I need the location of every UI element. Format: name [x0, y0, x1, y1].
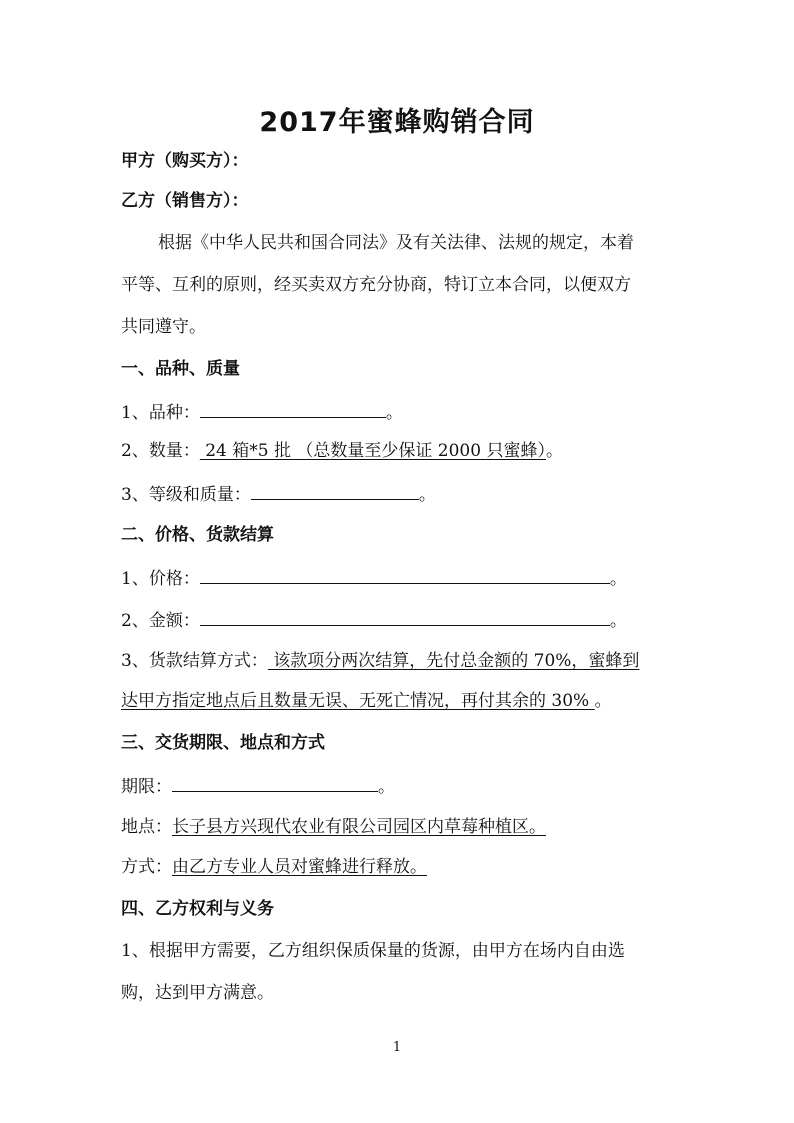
amount-end: 。 [609, 611, 627, 631]
settlement-row-2 [121, 690, 612, 712]
variety-row [121, 400, 403, 424]
term-row [121, 774, 395, 798]
amount-blank [200, 608, 610, 626]
section-4-heading: 四、乙方权利与义务 [121, 899, 274, 919]
quantity-row [121, 440, 563, 462]
settlement-line-2: 达甲方指定地点后且数量无误、无死亡情况，再付其余的 30% [121, 691, 595, 711]
settlement-row [121, 650, 639, 672]
page-title: 2017年蜜蜂购销合同 [259, 107, 535, 138]
quantity-label: 2、数量： [121, 441, 200, 461]
settlement-line-1: 该款项分两次结算，先付总金额的 70%，蜜蜂到 [267, 651, 640, 671]
method-value: 由乙方专业人员对蜜蜂进行释放。 [172, 857, 427, 877]
intro-line-1: 根据《中华人民共和国合同法》及有关法律、法规的规定，本着 [158, 233, 634, 253]
section-1-heading: 一、品种、质量 [121, 359, 240, 379]
grade-row [121, 482, 436, 506]
place-label: 地点： [121, 817, 172, 837]
quantity-value: 24 箱*5 批 （总数量至少保证 2000 只蜜蜂） [199, 441, 546, 461]
term-label: 期限： [121, 777, 172, 797]
settlement-end: 。 [594, 691, 612, 711]
price-label: 1、价格： [121, 569, 200, 589]
method-label: 方式： [121, 857, 172, 877]
term-blank [172, 774, 378, 792]
grade-blank [251, 482, 419, 500]
page-number: 1 [392, 1040, 402, 1055]
grade-end: 。 [418, 485, 436, 505]
party-b-label: 乙方（销售方）： [121, 191, 249, 211]
section-3-heading: 三、交货期限、地点和方式 [121, 733, 325, 753]
term-end: 。 [378, 777, 395, 797]
section-2-heading: 二、价格、货款结算 [121, 525, 274, 545]
price-blank [200, 566, 610, 584]
intro-line-2: 平等、互利的原则，经买卖双方充分协商，特订立本合同，以便双方 [121, 275, 631, 295]
place-value: 长子县方兴现代农业有限公司园区内草莓种植区。 [172, 817, 546, 837]
price-row [121, 566, 627, 590]
intro-line-3: 共同遵守。 [121, 317, 206, 337]
method-row [121, 856, 427, 878]
settlement-label: 3、货款结算方式： [121, 651, 268, 671]
quantity-end: 。 [545, 441, 563, 461]
grade-label: 3、等级和质量： [121, 485, 251, 505]
section-4-item-1-line-2: 购，达到甲方满意。 [121, 983, 274, 1003]
amount-row [121, 608, 627, 632]
amount-label: 2、金额： [121, 611, 200, 631]
price-end: 。 [609, 569, 627, 589]
party-a-label: 甲方（购买方）： [121, 151, 249, 171]
variety-blank [200, 400, 386, 418]
variety-end: 。 [385, 403, 403, 423]
place-row [121, 816, 546, 838]
section-4-item-1-line-1: 1、根据甲方需要，乙方组织保质保量的货源，由甲方在场内自由选 [121, 941, 625, 961]
variety-label: 1、品种： [121, 403, 200, 423]
